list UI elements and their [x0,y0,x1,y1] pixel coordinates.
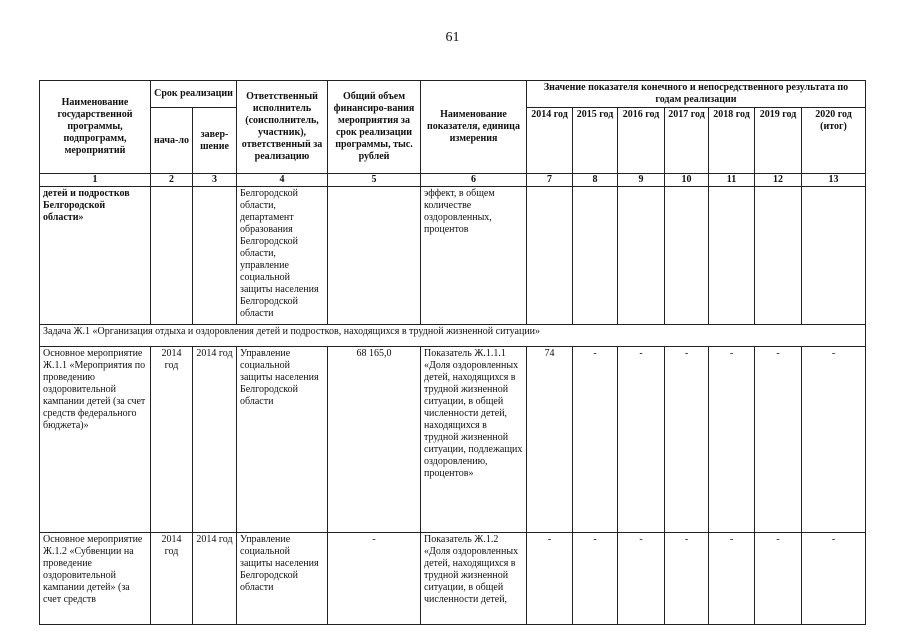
column-number: 6 [421,174,527,187]
column-number: 2 [151,174,193,187]
column-number: 8 [573,174,618,187]
page-number: 61 [445,30,460,45]
header-executor: Ответственный исполнитель (соисполнитель, участник), ответственный за реализацию [237,81,328,174]
table-row [40,533,866,625]
row-value-2019: - [755,347,802,533]
row-value-2014: - [527,533,573,625]
header-year-2014: 2014 год [527,108,573,174]
row-indicator: Показатель Ж.1.2 «Доля оздоровленных детей, находящихся в трудной жизненной ситуации, в общей численности детей, [421,533,527,625]
column-number: 11 [709,174,755,187]
row-value-2015: - [573,533,618,625]
header-end: завер-шение [193,108,237,174]
table-row-continued [40,187,866,325]
column-number: 3 [193,174,237,187]
continued-name: детей и подростков Белгородской области» [40,187,151,325]
task-row [40,325,866,347]
row-value-2017: - [665,533,709,625]
row-value-2015: - [573,347,618,533]
header-indicator: Наименование показателя, единица измерения [421,81,527,174]
row-executor: Управление социальной защиты населения Белгородской области [237,347,328,533]
header-program-name: Наименование государственной программы, подпрограмм, мероприятий [40,81,151,174]
column-number: 10 [665,174,709,187]
header-period: Срок реализации [151,81,237,108]
column-number: 12 [755,174,802,187]
row-indicator: Показатель Ж.1.1.1 «Доля оздоровленных детей, находящихся в трудной жизненной ситуации, в общей численности детей, находящихся в трудной жизненной ситуации, подлежащих оздоровлению, процентов» [421,347,527,533]
row-value-2016: - [618,347,665,533]
header-year-2020: 2020 год (итог) [802,108,866,174]
table-row [40,347,866,533]
header-start: нача-ло [151,108,193,174]
header-year-2016: 2016 год [618,108,665,174]
row-end: 2014 год [193,347,237,533]
row-value-2017: - [665,347,709,533]
column-number: 7 [527,174,573,187]
program-table [39,80,866,625]
row-value-2016: - [618,533,665,625]
header-funding: Общий объем финансиро-вания мероприятия за срок реализации программы, тыс. рублей [328,81,421,174]
row-end: 2014 год [193,533,237,625]
row-executor: Управление социальной защиты населения Белгородской области [237,533,328,625]
row-name: Основное мероприятие Ж.1.1 «Мероприятия по проведению оздоровительной кампании детей (за счет средств федерального бюджета)» [40,347,151,533]
row-value-2020: - [802,347,866,533]
header-year-2015: 2015 год [573,108,618,174]
column-number: 1 [40,174,151,187]
row-value-2014: 74 [527,347,573,533]
row-value-2020: - [802,533,866,625]
row-start: 2014 год [151,533,193,625]
header-year-2018: 2018 год [709,108,755,174]
row-value-2018: - [709,533,755,625]
continued-executor: Белгородской области, департамент образования Белгородской области, управление социальной защиты населения Белгородской области [237,187,328,325]
column-number: 13 [802,174,866,187]
row-funding: 68 165,0 [328,347,421,533]
row-value-2019: - [755,533,802,625]
header-year-2019: 2019 год [755,108,802,174]
row-name: Основное мероприятие Ж.1.2 «Субвенции на проведение оздоровительной кампании детей» (за счет средств [40,533,151,625]
header-indicator-values: Значение показателя конечного и непосредственного результата по годам реализации [527,81,866,108]
task-title: Задача Ж.1 «Организация отдыха и оздоровления детей и подростков, находящихся в трудной жизненной ситуации» [40,325,866,347]
row-start: 2014 год [151,347,193,533]
header-year-2017: 2017 год [665,108,709,174]
column-number: 9 [618,174,665,187]
row-value-2018: - [709,347,755,533]
continued-indicator: эффект, в общем количестве оздоровленных, процентов [421,187,527,325]
column-number-row [40,174,866,187]
column-number: 5 [328,174,421,187]
row-funding: - [328,533,421,625]
column-number: 4 [237,174,328,187]
